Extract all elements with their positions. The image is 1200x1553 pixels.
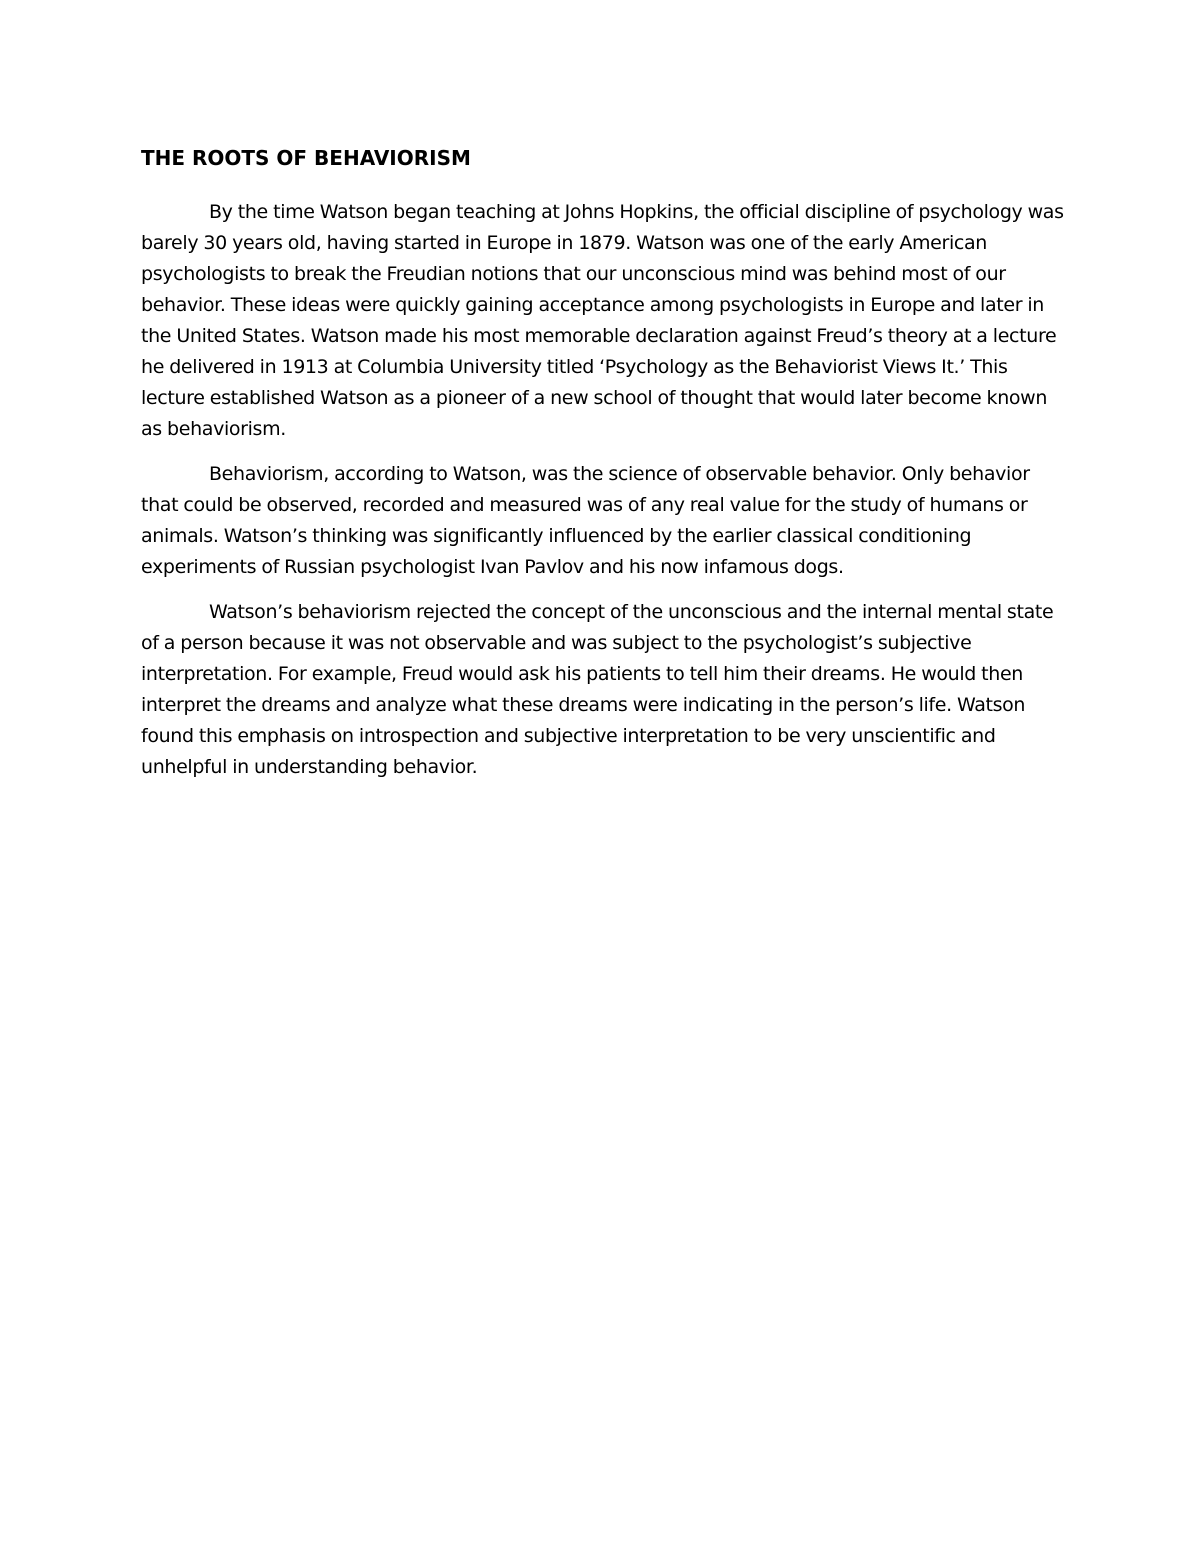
document-title: THE ROOTS OF BEHAVIORISM — [141, 146, 471, 170]
paragraph-2: Behaviorism, according to Watson, was the science of observable behavior. Only behavior that could be observed, recorded and measured was of any real value for the study of humans or animals. Watson’s thinking was significantly influenced by the earlier classical conditioning experiments of Russian psychologist Ivan Pavlov and his now infamous dogs. — [141, 463, 1030, 578]
paragraph-3: Watson’s behaviorism rejected the concept of the unconscious and the internal mental state of a person because it was not observable and was subject to the psychologist’s subjective interpretation. For example, Freud would ask his patients to tell him their dreams. He would then interpret the dreams and analyze what these dreams were indicating in the person’s life. Watson found this emphasis on introspection and subjective interpretation to be very unscientific and unhelpful in understanding behavior. — [141, 601, 1054, 778]
document-body — [141, 143, 1066, 797]
paragraph-1: By the time Watson began teaching at Johns Hopkins, the official discipline of psychology was barely 30 years old, having started in Europe in 1879. Watson was one of the early American psychologists to break the Freudian notions that our unconscious mind was behind most of our behavior. These ideas were quickly gaining acceptance among psychologists in Europe and later in the United States. Watson made his most memorable declaration against Freud’s theory at a lecture he delivered in 1913 at Columbia University titled ‘Psychology as the Behaviorist Views It.’ This lecture established Watson as a pioneer of a new school of thought that would later become known as behaviorism. — [141, 201, 1064, 440]
